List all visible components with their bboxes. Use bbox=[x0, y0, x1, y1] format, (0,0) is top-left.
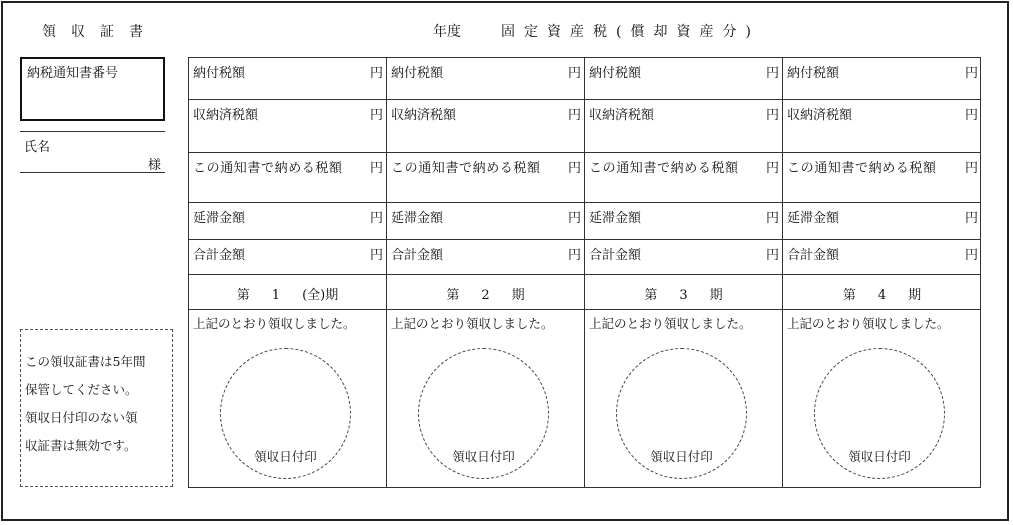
this-notice-amount-cell[interactable]: この通知書で納める税額 円 bbox=[585, 153, 782, 203]
fiscal-year-label: 年度 bbox=[433, 24, 461, 40]
already-paid-cell[interactable]: 収納済税額 円 bbox=[585, 100, 782, 153]
payment-due-cell[interactable]: 納付税額 円 bbox=[387, 58, 584, 100]
payment-due-cell[interactable]: 納付税額 円 bbox=[585, 58, 782, 100]
payment-grid bbox=[188, 57, 981, 488]
this-notice-amount-cell[interactable]: この通知書で納める税額 円 bbox=[783, 153, 981, 203]
receipt-cell bbox=[189, 310, 386, 487]
stamp-label: 領収日付印 bbox=[848, 449, 911, 464]
period-header: 第 2 期 bbox=[387, 275, 584, 310]
name-field[interactable] bbox=[20, 131, 165, 173]
retention-note bbox=[20, 329, 173, 487]
period-column-1 bbox=[189, 58, 387, 487]
retention-note-line: この領収証書は5年間 bbox=[25, 354, 146, 369]
stamp-label: 領収日付印 bbox=[650, 449, 713, 464]
stamp-label: 領収日付印 bbox=[452, 449, 515, 464]
date-stamp-circle[interactable] bbox=[616, 348, 747, 479]
late-fee-cell[interactable]: 延滞金額 円 bbox=[189, 203, 386, 240]
receipt-cell bbox=[387, 310, 584, 487]
late-fee-cell[interactable]: 延滞金額 円 bbox=[585, 203, 782, 240]
period-header: 第 3 期 bbox=[585, 275, 782, 310]
period-header: 第 4 期 bbox=[783, 275, 981, 310]
period-header: 第 1 (全)期 bbox=[189, 275, 386, 310]
total-amount-cell[interactable]: 合計金額 円 bbox=[585, 240, 782, 275]
receipt-statement: 上記のとおり領収しました。 bbox=[787, 316, 950, 331]
receipt-cell bbox=[585, 310, 782, 487]
total-amount-cell[interactable]: 合計金額 円 bbox=[189, 240, 386, 275]
notice-number-label: 納税通知書番号 bbox=[27, 66, 119, 81]
date-stamp-circle[interactable] bbox=[220, 348, 351, 479]
receipt-statement: 上記のとおり領収しました。 bbox=[391, 316, 554, 331]
notice-number-box[interactable] bbox=[20, 57, 165, 121]
retention-note-line: 領収日付印のない領 bbox=[25, 410, 138, 425]
already-paid-cell[interactable]: 収納済税額 円 bbox=[189, 100, 386, 153]
this-notice-amount-cell[interactable]: この通知書で納める税額 円 bbox=[189, 153, 386, 203]
total-amount-cell[interactable]: 合計金額 円 bbox=[387, 240, 584, 275]
period-column-3 bbox=[585, 58, 783, 487]
period-column-4 bbox=[783, 58, 981, 487]
date-stamp-circle[interactable] bbox=[418, 348, 549, 479]
this-notice-amount-cell[interactable]: この通知書で納める税額 円 bbox=[387, 153, 584, 203]
name-suffix: 様 bbox=[147, 158, 161, 173]
retention-note-line: 保管してください。 bbox=[25, 382, 138, 397]
receipt-cell bbox=[783, 310, 981, 487]
stamp-label: 領収日付印 bbox=[254, 449, 317, 464]
late-fee-cell[interactable]: 延滞金額 円 bbox=[783, 203, 981, 240]
already-paid-cell[interactable]: 収納済税額 円 bbox=[783, 100, 981, 153]
period-column-2 bbox=[387, 58, 585, 487]
already-paid-cell[interactable]: 収納済税額 円 bbox=[387, 100, 584, 153]
receipt-statement: 上記のとおり領収しました。 bbox=[589, 316, 752, 331]
payment-due-cell[interactable]: 納付税額 円 bbox=[189, 58, 386, 100]
receipt-title: 領収証書 bbox=[42, 24, 158, 40]
tax-title: 固定資産税(償却資産分) bbox=[501, 24, 760, 40]
receipt-statement: 上記のとおり領収しました。 bbox=[193, 316, 356, 331]
payment-due-cell[interactable]: 納付税額 円 bbox=[783, 58, 981, 100]
date-stamp-circle[interactable] bbox=[814, 348, 945, 479]
tax-heading bbox=[433, 21, 760, 41]
late-fee-cell[interactable]: 延滞金額 円 bbox=[387, 203, 584, 240]
total-amount-cell[interactable]: 合計金額 円 bbox=[783, 240, 981, 275]
retention-note-line: 収証書は無効です。 bbox=[25, 438, 137, 453]
name-label: 氏名 bbox=[24, 140, 51, 155]
